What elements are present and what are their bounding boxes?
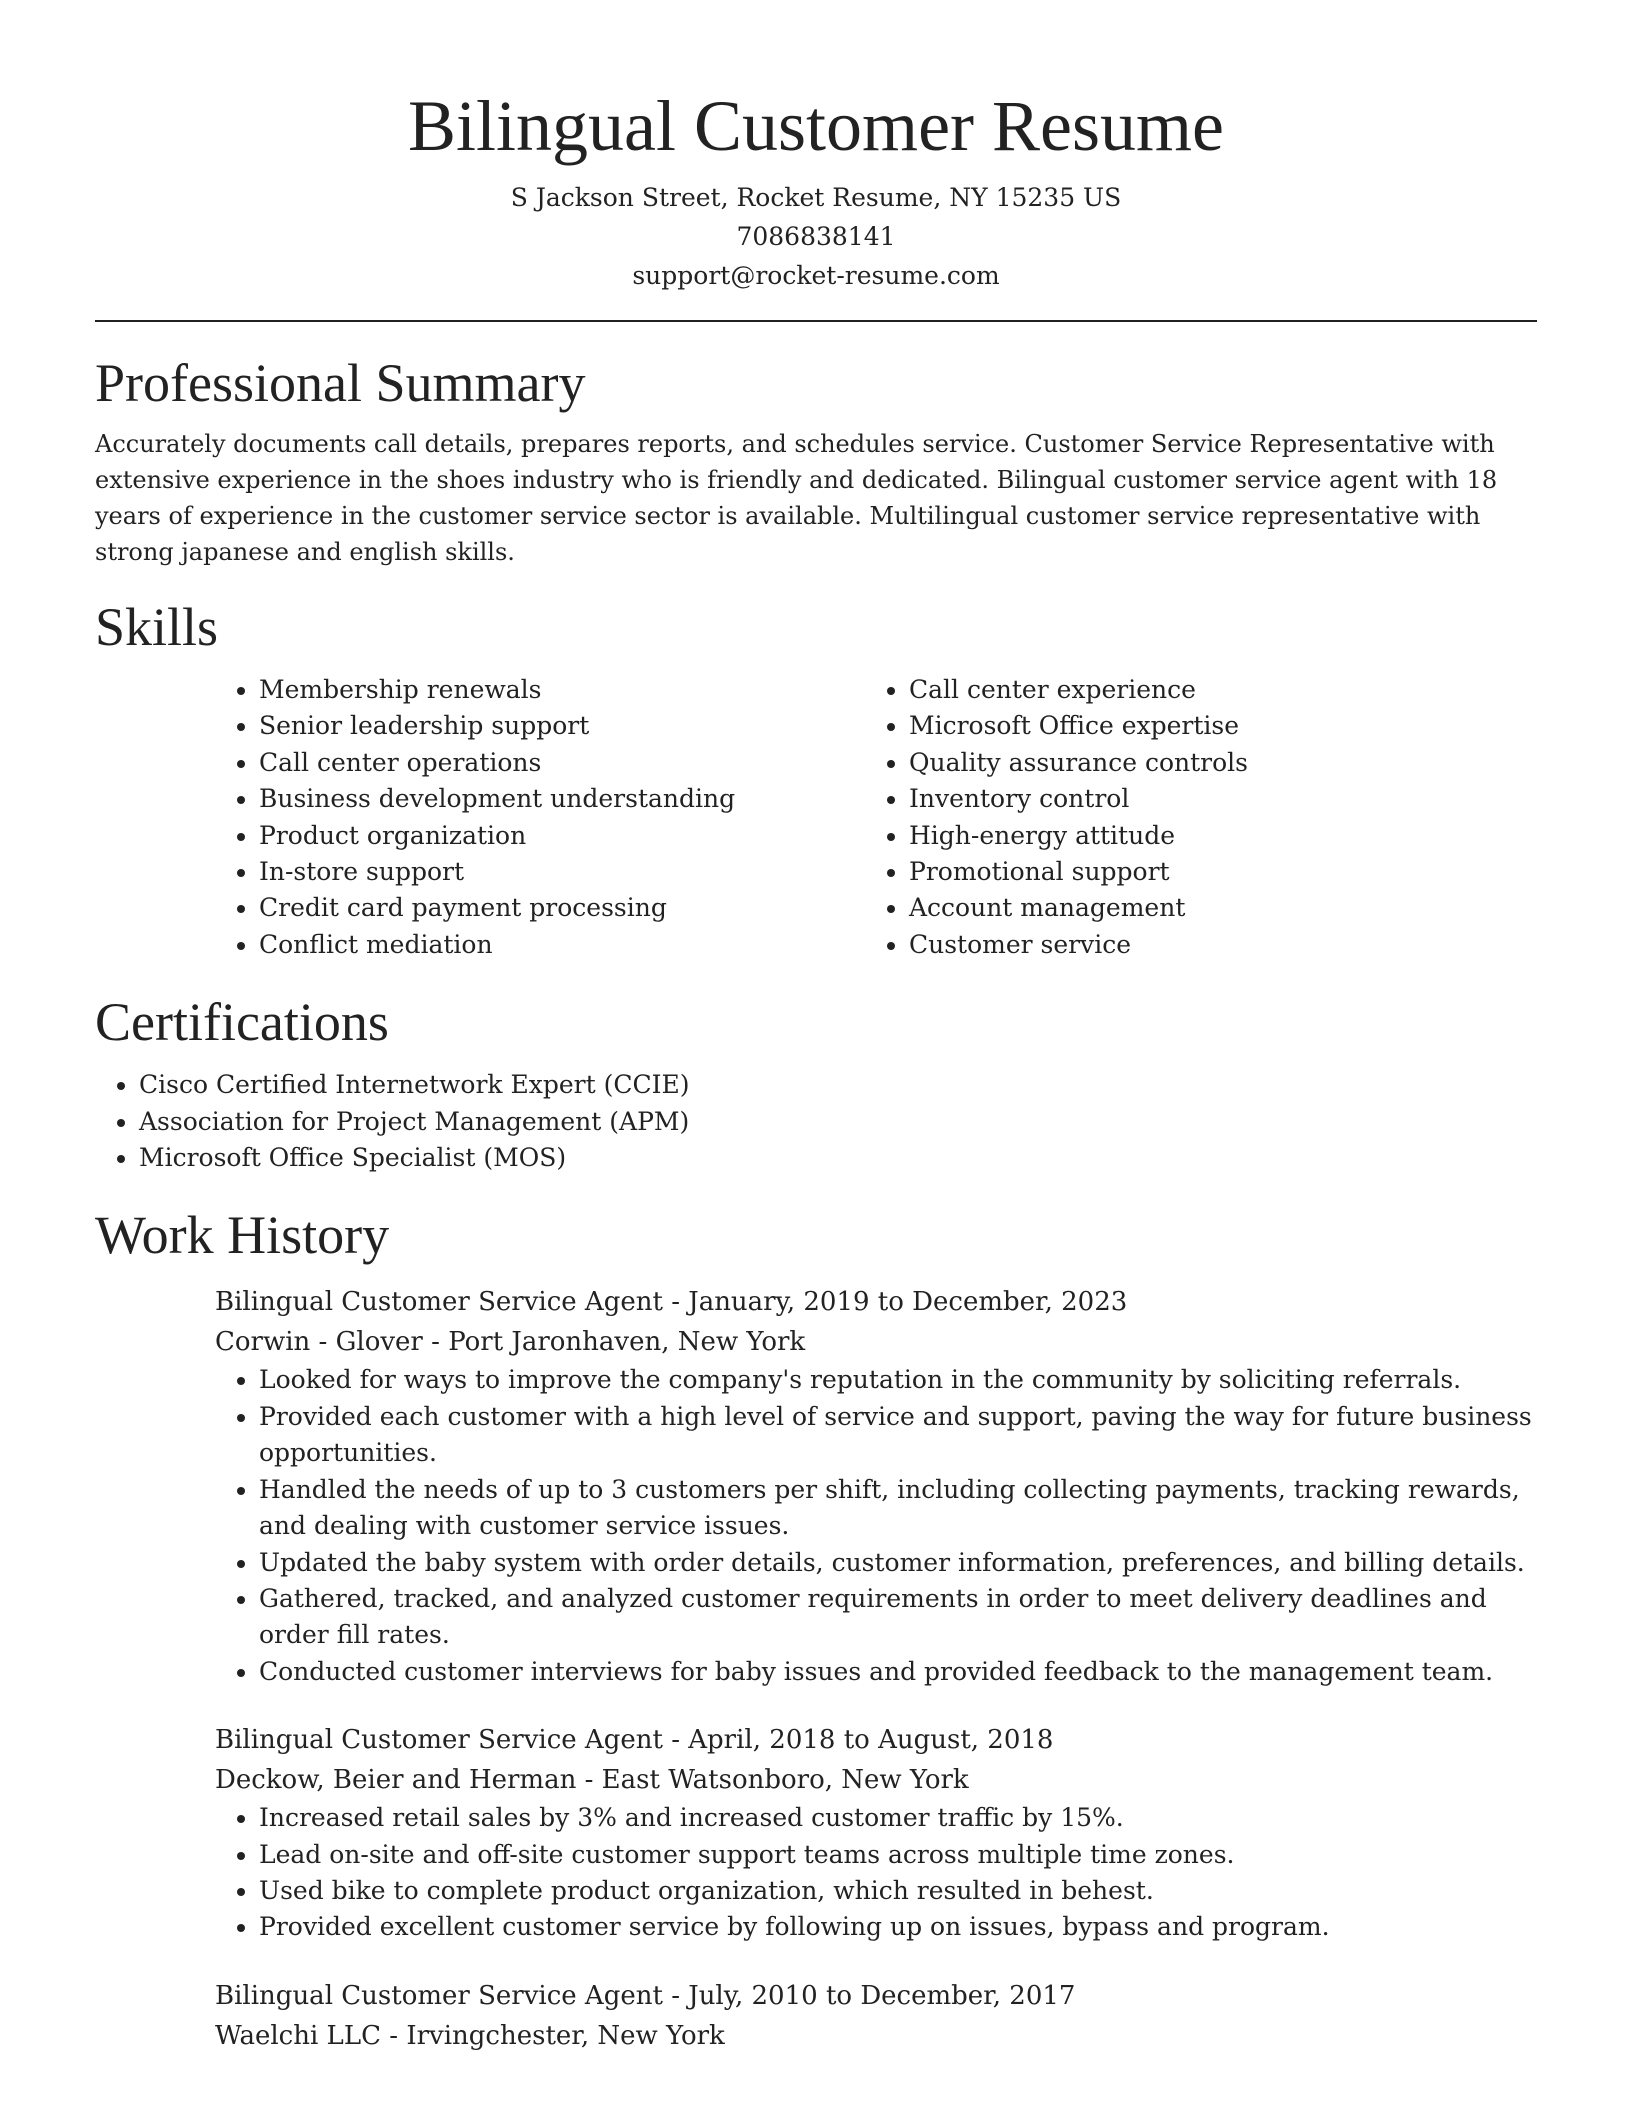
- skill-item: • Conflict mediation: [259, 927, 865, 963]
- job-title-line: [215, 1976, 1537, 2016]
- job-duty: • Updated the baby system with order details, customer information, preferences, and billing details.: [259, 1545, 1537, 1581]
- job-separator: -: [662, 1980, 689, 2011]
- contact-block: [95, 178, 1537, 295]
- job-entry: [215, 1976, 1537, 2056]
- job-duties-list: [215, 1800, 1537, 1946]
- skill-item: • In-store support: [259, 854, 865, 890]
- skill-item: • Business development understanding: [259, 781, 865, 817]
- skills-grid: [215, 672, 1537, 963]
- candidate-name: Bilingual Customer Resume: [408, 86, 1224, 166]
- job-location: Irvingchester, New York: [406, 2020, 725, 2051]
- job-dates: April, 2018 to August, 2018: [688, 1725, 1054, 1756]
- job-duty: • Provided excellent customer service by following up on issues, bypass and program.: [259, 1909, 1537, 1945]
- job-title-line: [215, 1720, 1537, 1760]
- work-history-section: [95, 1200, 1537, 2055]
- skills-list-left: [215, 672, 865, 963]
- job-dates: July, 2010 to December, 2017: [688, 1980, 1076, 2011]
- certifications-section: [95, 987, 1537, 1176]
- summary-text: Accurately documents call details, prepares reports, and schedules service. Customer Service Representative with extensive experience in the shoes industry who is friendly and dedicated. Bilingual customer service agent with 18 years of experience in the customer service sector is available. Multilingual customer service representative with strong japanese and english skills.: [95, 430, 1498, 566]
- skills-heading: Skills: [95, 597, 219, 657]
- certification-item: • Cisco Certified Internetwork Expert (CCIE): [139, 1067, 1537, 1103]
- job-duty: • Lead on-site and off-site customer support teams across multiple time zones.: [259, 1837, 1537, 1873]
- job-location: Port Jaronhaven, New York: [448, 1327, 806, 1358]
- summary-heading: Professional Summary: [95, 353, 586, 413]
- skill-item: • Quality assurance controls: [909, 745, 1537, 781]
- job-separator: -: [662, 1725, 689, 1756]
- summary-section: [95, 348, 1537, 570]
- skill-item: • Senior leadership support: [259, 708, 865, 744]
- job-company-line: [215, 1322, 1537, 1362]
- job-duty: • Used bike to complete product organization, which resulted in behest.: [259, 1873, 1537, 1909]
- skill-item: • Call center experience: [909, 672, 1537, 708]
- job-entry: [215, 1282, 1537, 1690]
- work-history-heading: Work History: [95, 1205, 390, 1266]
- skill-item: • Microsoft Office expertise: [909, 708, 1537, 744]
- skill-item: • Product organization: [259, 818, 865, 854]
- job-company: Corwin - Glover: [215, 1327, 423, 1358]
- skill-item: • Membership renewals: [259, 672, 865, 708]
- certification-item: • Association for Project Management (APM): [139, 1104, 1537, 1140]
- resume-header: [95, 0, 1537, 295]
- certifications-list: [95, 1067, 1537, 1176]
- job-separator: -: [662, 1287, 689, 1318]
- skill-item: • Inventory control: [909, 781, 1537, 817]
- header-divider: [95, 320, 1537, 322]
- contact-address: S Jackson Street, Rocket Resume, NY 15235 US: [510, 183, 1122, 212]
- certifications-heading: Certifications: [95, 992, 389, 1053]
- job-title: Bilingual Customer Service Agent: [215, 1980, 663, 2011]
- skills-list-right: [865, 672, 1537, 963]
- skill-item: • High-energy attitude: [909, 818, 1537, 854]
- job-title-line: [215, 1282, 1537, 1322]
- skill-item: • Credit card payment processing: [259, 890, 865, 926]
- job-location: East Watsonboro, New York: [601, 1765, 969, 1796]
- job-duty: • Increased retail sales by 3% and increased customer traffic by 15%.: [259, 1800, 1537, 1836]
- job-title: Bilingual Customer Service Agent: [215, 1725, 663, 1756]
- job-company: Deckow, Beier and Herman: [215, 1765, 577, 1796]
- job-duty: • Gathered, tracked, and analyzed customer requirements in order to meet delivery deadlines and order fill rates.: [259, 1581, 1537, 1654]
- job-company-line: [215, 2016, 1537, 2056]
- skill-item: • Customer service: [909, 927, 1537, 963]
- job-separator: -: [380, 2020, 407, 2051]
- job-dates: January, 2019 to December, 2023: [688, 1287, 1128, 1318]
- job-company: Waelchi LLC: [215, 2020, 381, 2051]
- job-title: Bilingual Customer Service Agent: [215, 1287, 663, 1318]
- job-duty: • Conducted customer interviews for baby issues and provided feedback to the management team.: [259, 1654, 1537, 1690]
- job-separator: -: [576, 1765, 602, 1796]
- job-duty: • Handled the needs of up to 3 customers per shift, including collecting payments, tracking rewards, and dealing with customer service issues.: [259, 1472, 1537, 1545]
- job-duty: • Looked for ways to improve the company's reputation in the community by soliciting referrals.: [259, 1362, 1537, 1398]
- skill-item: • Promotional support: [909, 854, 1537, 890]
- job-entry: [215, 1720, 1537, 1946]
- skill-item: • Call center operations: [259, 745, 865, 781]
- contact-email: support@rocket-resume.com: [632, 261, 1000, 290]
- certification-item: • Microsoft Office Specialist (MOS): [139, 1140, 1537, 1176]
- skill-item: • Account management: [909, 890, 1537, 926]
- job-separator: -: [422, 1327, 449, 1358]
- job-duty: • Provided each customer with a high level of service and support, paving the way for future business opportunities.: [259, 1399, 1537, 1472]
- job-duties-list: [215, 1362, 1537, 1690]
- contact-phone: 7086838141: [736, 222, 896, 251]
- job-company-line: [215, 1760, 1537, 1800]
- skills-section: [95, 592, 1537, 963]
